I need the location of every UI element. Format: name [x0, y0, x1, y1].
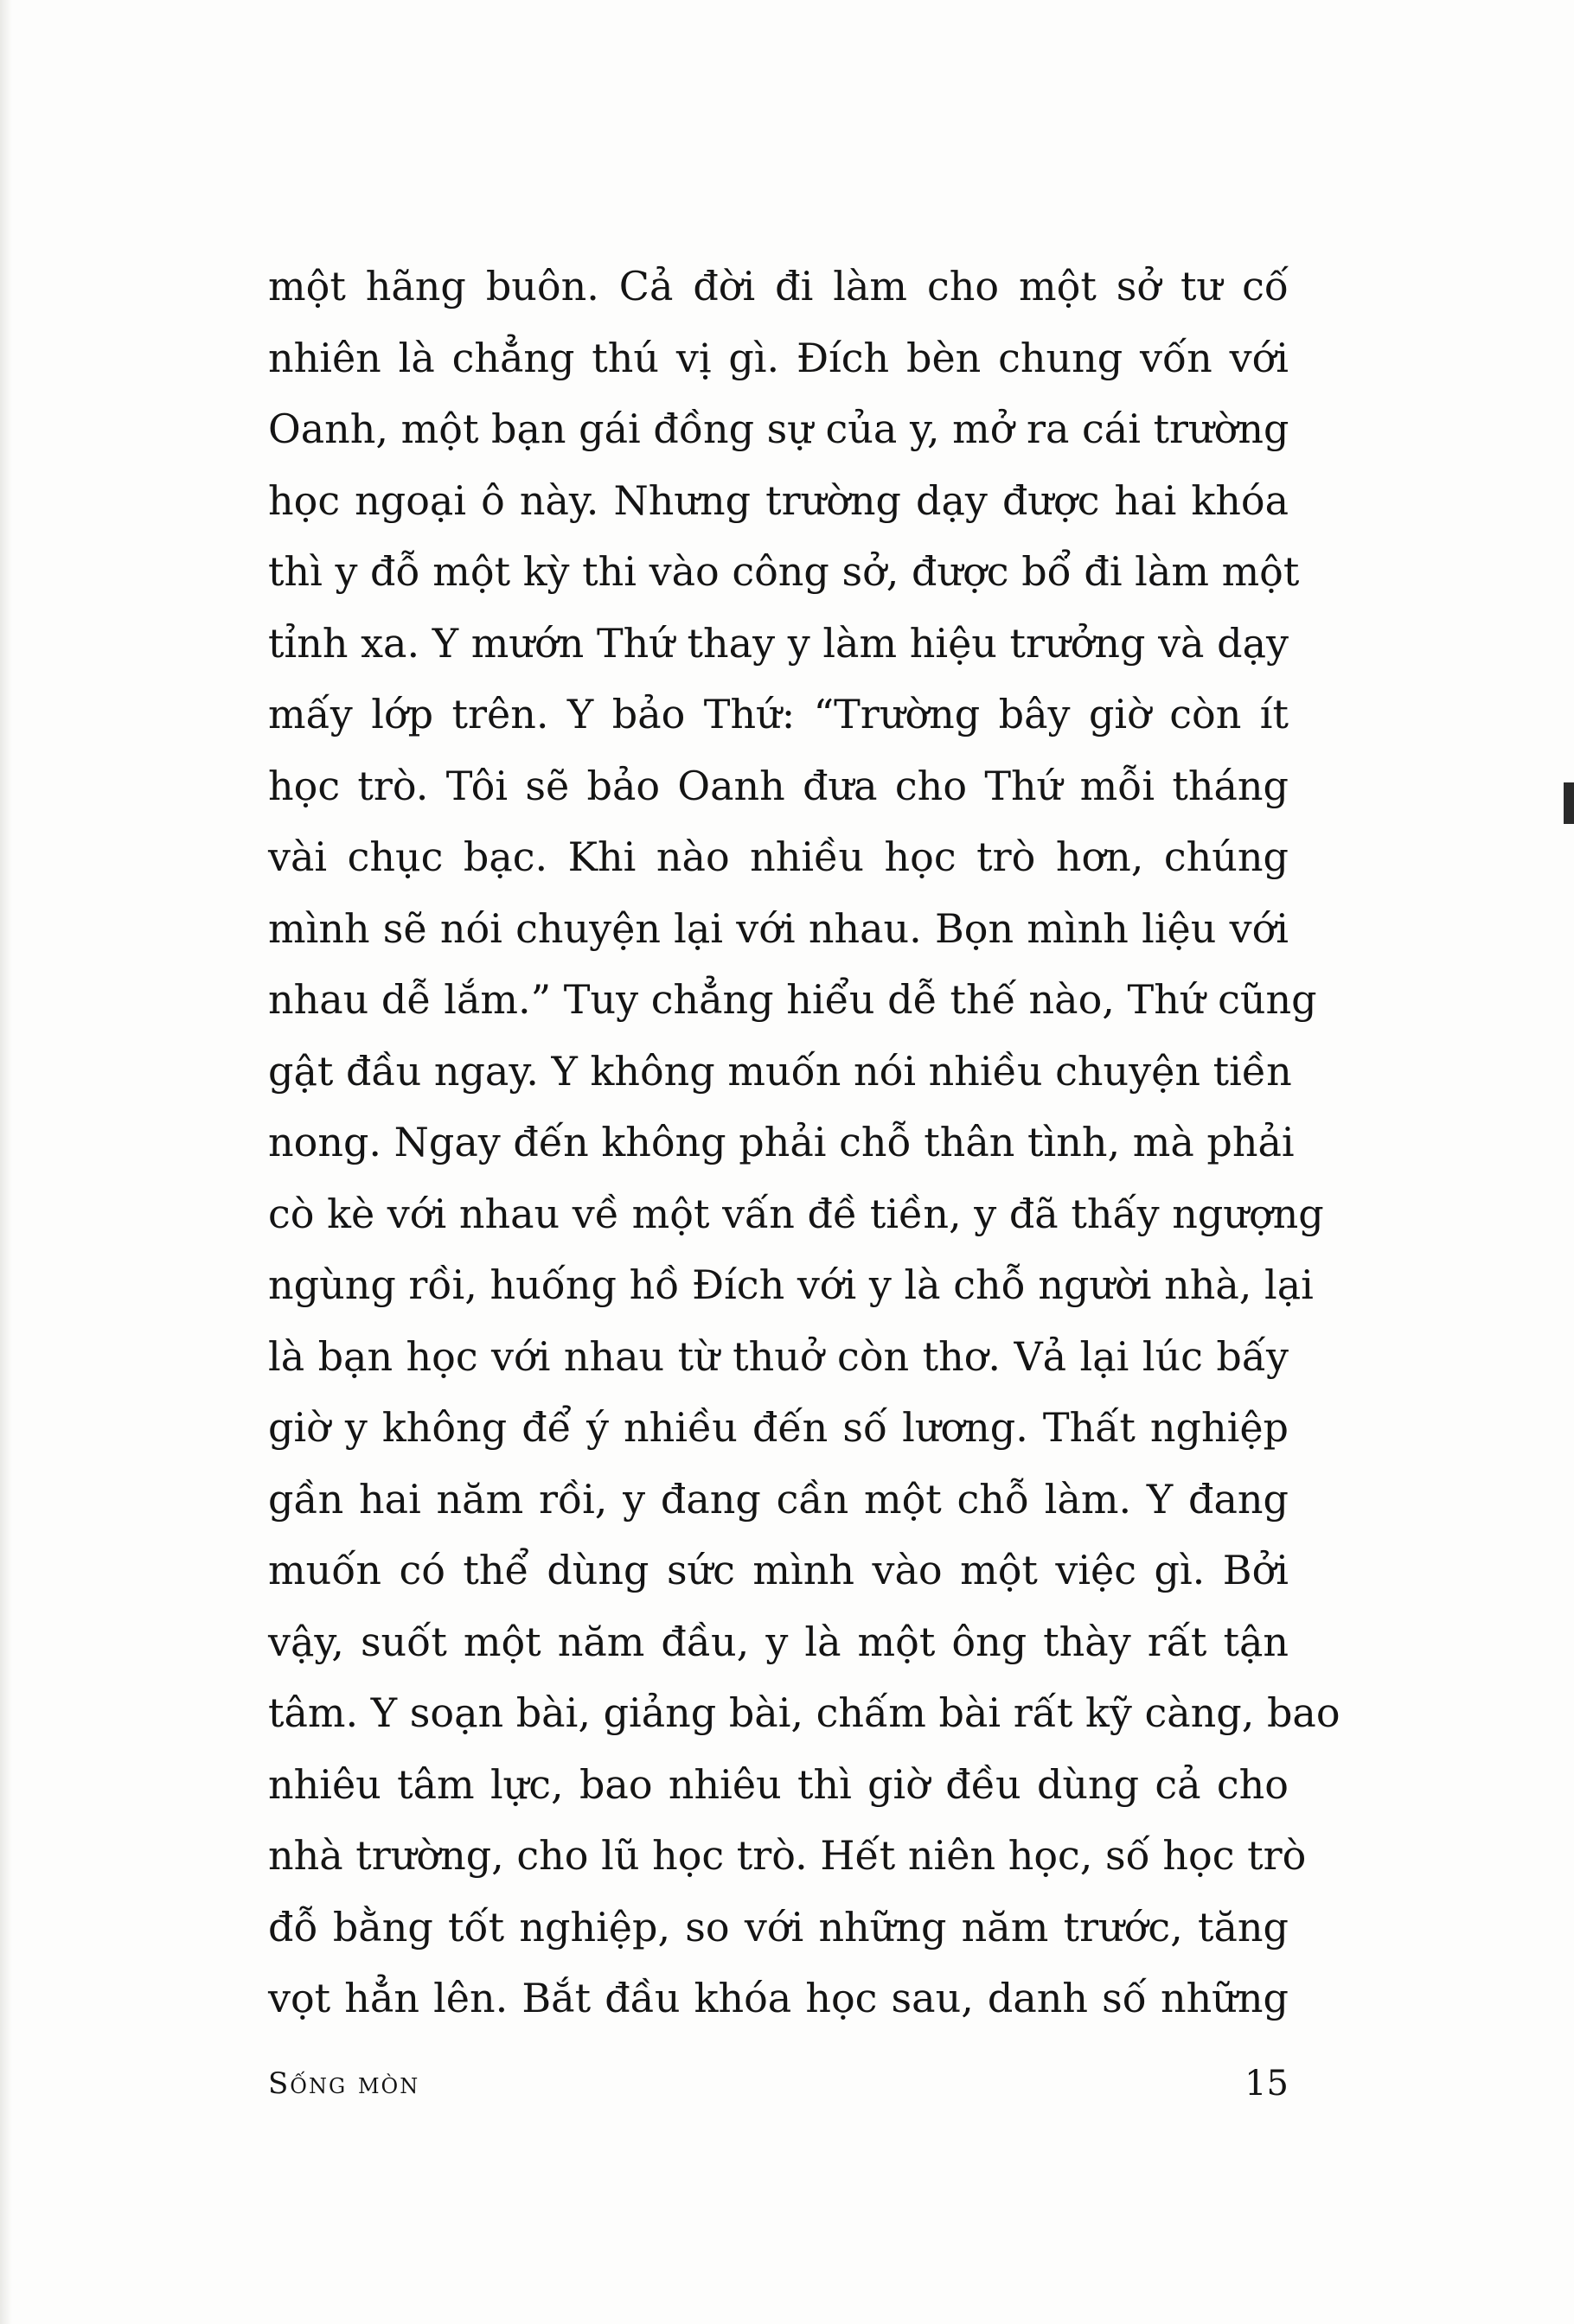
text-line: nhau dễ lắm.” Tuy chẳng hiểu dễ thế nào, Thứ cũng [268, 976, 1317, 1023]
text-line: tâm. Y soạn bài, giảng bài, chấm bài rất kỹ càng, bao [268, 1689, 1340, 1736]
text-line: một hãng buôn. Cả đời đi làm cho một sở tư cố [268, 263, 1289, 310]
text-line: vậy, suốt một năm đầu, y là một ông thày rất tận [268, 1618, 1289, 1665]
edge-mark [1564, 782, 1574, 824]
page-number: 15 [1244, 2064, 1289, 2104]
page-edge-shadow [0, 0, 12, 2324]
page-footer [268, 2062, 1289, 2105]
text-line: thì y đỗ một kỳ thi vào công sở, được bổ đi làm một [268, 548, 1300, 595]
text-line: nhiên là chẳng thú vị gì. Đích bèn chung vốn với [268, 334, 1289, 381]
text-line: ngùng rồi, huống hồ Đích với y là chỗ người nhà, lại [268, 1261, 1314, 1308]
text-line: tỉnh xa. Y mướn Thứ thay y làm hiệu trưởng và dạy [268, 619, 1289, 667]
text-line: nhiêu tâm lực, bao nhiêu thì giờ đều dùng cả cho [268, 1760, 1289, 1808]
text-line: học trò. Tôi sẽ bảo Oanh đưa cho Thứ mỗi tháng [268, 762, 1289, 809]
text-line: mình sẽ nói chuyện lại với nhau. Bọn mình liệu với [268, 904, 1289, 952]
text-line: là bạn học với nhau từ thuở còn thơ. Vả lại lúc bấy [268, 1332, 1289, 1380]
text-line: vài chục bạc. Khi nào nhiều học trò hơn, chúng [268, 833, 1289, 880]
text-line: nong. Ngay đến không phải chỗ thân tình, mà phải [268, 1119, 1295, 1165]
body-text [268, 251, 1340, 2034]
text-line: đỗ bằng tốt nghiệp, so với những năm trước, tăng [268, 1903, 1289, 1950]
text-line: nhà trường, cho lũ học trò. Hết niên học, số học trò [268, 1832, 1307, 1879]
text-line: muốn có thể dùng sức mình vào một việc gì. Bởi [268, 1547, 1289, 1593]
text-line: Oanh, một bạn gái đồng sự của y, mở ra cái trường [268, 405, 1289, 452]
text-line: học ngoại ô này. Nhưng trường dạy được hai khóa [268, 476, 1289, 524]
running-title: Sống mòn [268, 2066, 420, 2101]
text-line: giờ y không để ý nhiều đến số lương. Thất nghiệp [268, 1404, 1289, 1451]
text-line: vọt hẳn lên. Bắt đầu khóa học sau, danh số những [268, 1975, 1289, 2021]
text-line: gần hai năm rồi, y đang cần một chỗ làm. Y đang [268, 1475, 1289, 1523]
text-line: gật đầu ngay. Y không muốn nói nhiều chuyện tiền [268, 1047, 1292, 1095]
text-line: cò kè với nhau về một vấn đề tiền, y đã thấy ngượng [268, 1190, 1324, 1237]
text-line: mấy lớp trên. Y bảo Thứ: “Trường bây giờ còn ít [268, 691, 1289, 737]
